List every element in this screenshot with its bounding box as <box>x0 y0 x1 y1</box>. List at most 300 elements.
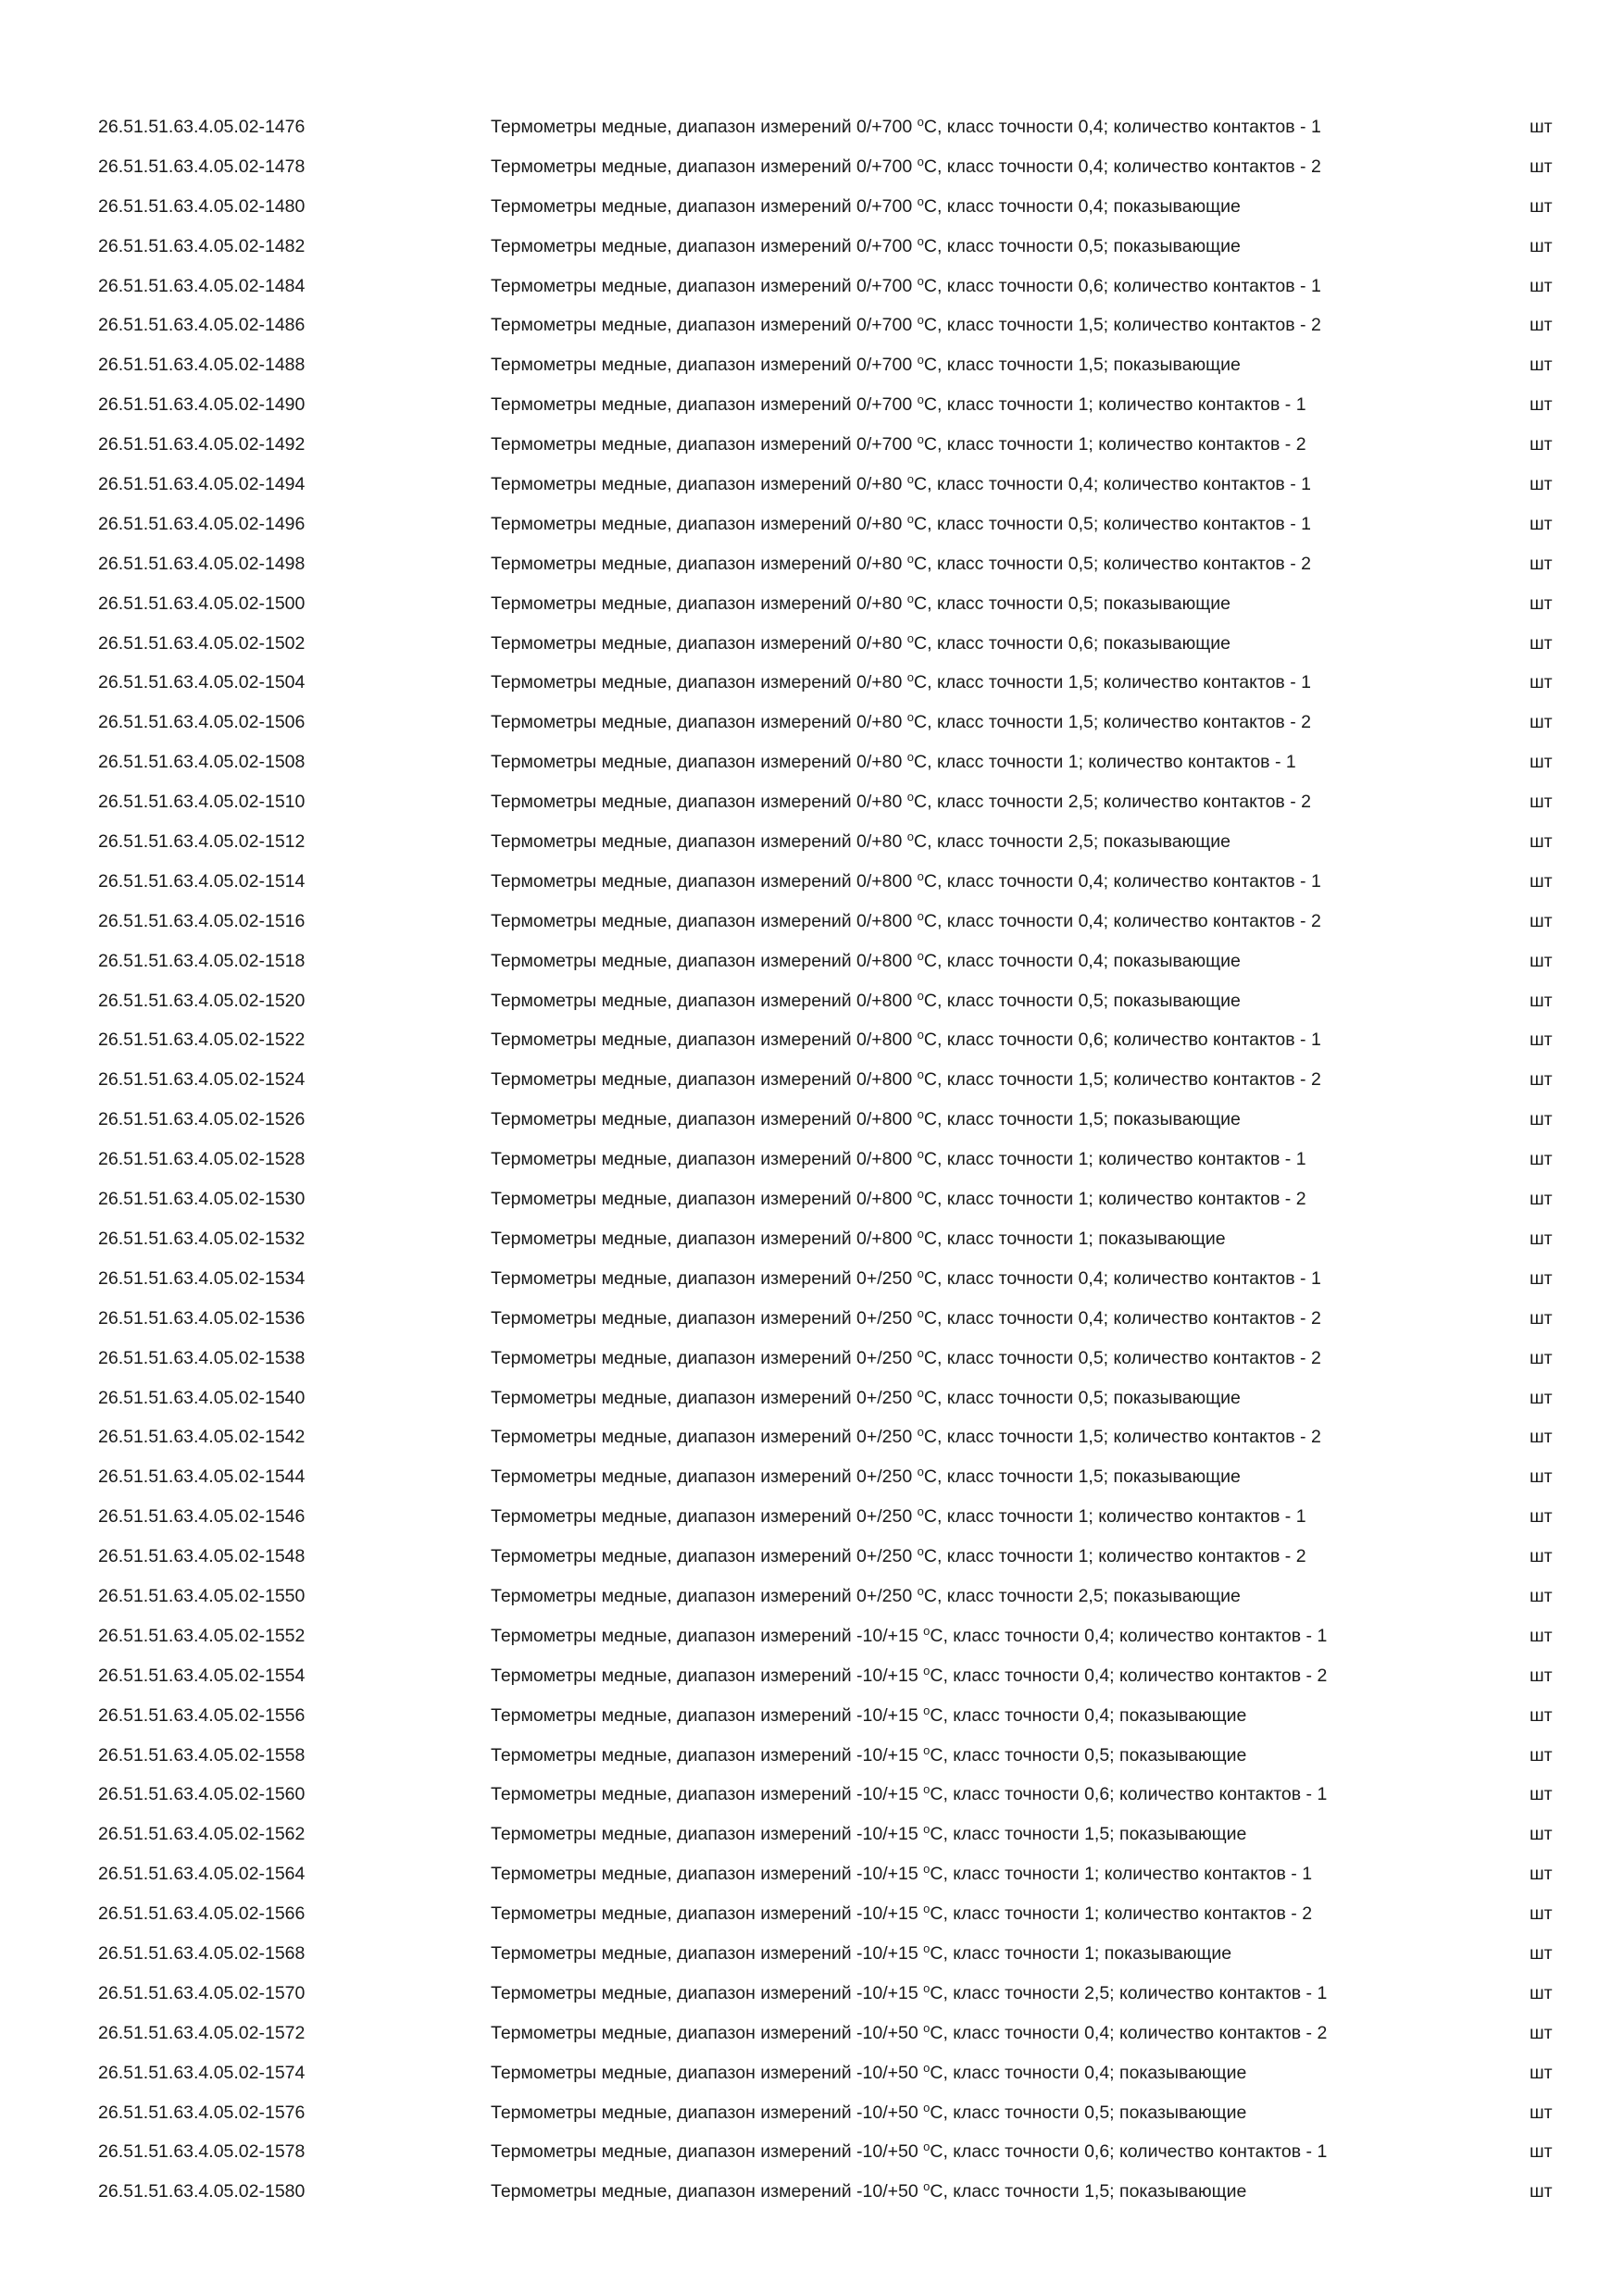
item-code: 26.51.51.63.4.05.02-1524 <box>98 1069 306 1091</box>
table-row <box>0 1457 1624 1497</box>
description-text-continued: С, класс точности 0,4; количество контактов - 1 <box>923 870 1321 892</box>
item-description <box>491 1696 1246 1736</box>
table-row <box>0 1934 1624 1974</box>
description-text: Термометры медные, диапазон измерений 0+/250 <box>491 1585 918 1606</box>
description-text-continued: С, класс точности 1; количество контактов - 1 <box>923 394 1306 416</box>
table-row <box>0 1100 1624 1140</box>
item-unit: шт <box>1530 792 1553 813</box>
item-unit: шт <box>1530 156 1553 177</box>
description-text: Термометры медные, диапазон измерений 0/+80 <box>491 831 907 853</box>
table-row <box>0 1140 1624 1179</box>
degree-mark: о <box>917 313 924 328</box>
item-description <box>491 385 1306 425</box>
description-text: Термометры медные, диапазон измерений 0/+800 <box>491 910 918 931</box>
item-code: 26.51.51.63.4.05.02-1496 <box>98 513 306 534</box>
degree-mark: о <box>917 1544 924 1559</box>
item-description <box>491 1974 1327 2014</box>
table-row <box>0 345 1624 385</box>
item-code: 26.51.51.63.4.05.02-1556 <box>98 1704 306 1726</box>
table-row <box>0 1219 1624 1259</box>
degree-mark: о <box>917 1504 924 1519</box>
table-row <box>0 1259 1624 1299</box>
description-text-continued: С, класс точности 1,5; количество контактов - 2 <box>923 1427 1321 1448</box>
item-code: 26.51.51.63.4.05.02-1476 <box>98 117 306 137</box>
degree-mark: о <box>917 1147 924 1162</box>
description-text: Термометры медные, диапазон измерений 0/+700 <box>491 275 918 296</box>
item-code: 26.51.51.63.4.05.02-1568 <box>98 1942 306 1964</box>
item-code: 26.51.51.63.4.05.02-1566 <box>98 1903 306 1925</box>
table-row <box>0 1379 1624 1418</box>
table-row <box>0 425 1624 465</box>
item-unit: шт <box>1530 1824 1553 1845</box>
item-unit: шт <box>1530 2022 1553 2043</box>
item-code: 26.51.51.63.4.05.02-1500 <box>98 593 306 614</box>
item-code: 26.51.51.63.4.05.02-1506 <box>98 712 306 733</box>
table-row <box>0 465 1624 505</box>
item-unit: шт <box>1530 1942 1553 1964</box>
degree-mark: о <box>906 710 915 725</box>
item-description <box>491 2172 1246 2212</box>
description-text-continued: С, класс точности 1; количество контактов - 1 <box>923 1506 1306 1528</box>
item-description <box>491 1854 1312 1894</box>
item-description <box>491 1100 1241 1140</box>
description-text: Термометры медные, диапазон измерений -10/+50 <box>491 2102 924 2123</box>
item-description <box>491 1815 1246 1854</box>
table-row <box>0 584 1624 624</box>
degree-mark: о <box>923 1940 931 1955</box>
price-list-table <box>0 107 1624 2212</box>
item-unit: шт <box>1530 593 1553 614</box>
description-text-continued: С, класс точности 0,5; показывающие <box>923 990 1241 1011</box>
description-text: Термометры медные, диапазон измерений 0/+700 <box>491 235 918 256</box>
description-text: Термометры медные, диапазон измерений 0/+800 <box>491 1029 918 1051</box>
item-unit: шт <box>1530 1228 1553 1249</box>
degree-mark: о <box>923 1980 931 1995</box>
description-text-continued: С, класс точности 0,5; показывающие <box>923 235 1241 256</box>
item-unit: шт <box>1530 513 1553 534</box>
item-description <box>491 742 1296 782</box>
table-row <box>0 227 1624 267</box>
item-code: 26.51.51.63.4.05.02-1502 <box>98 632 306 654</box>
item-code: 26.51.51.63.4.05.02-1576 <box>98 2102 306 2123</box>
item-unit: шт <box>1530 2102 1553 2123</box>
description-text-continued: С, класс точности 0,5; показывающие <box>923 1387 1241 1408</box>
item-description <box>491 1537 1306 1577</box>
item-code: 26.51.51.63.4.05.02-1534 <box>98 1267 306 1289</box>
item-code: 26.51.51.63.4.05.02-1574 <box>98 2062 306 2083</box>
description-text-continued: С, класс точности 1,5; показывающие <box>930 1824 1247 1845</box>
description-text-continued: С, класс точности 1,5; показывающие <box>930 2181 1247 2202</box>
description-text-continued: С, класс точности 0,4; количество контактов - 2 <box>923 156 1321 177</box>
description-text-continued: С, класс точности 0,6; количество контактов - 1 <box>923 1029 1321 1051</box>
item-code: 26.51.51.63.4.05.02-1570 <box>98 1982 306 2003</box>
item-unit: шт <box>1530 315 1553 336</box>
description-text: Термометры медные, диапазон измерений 0/+80 <box>491 712 907 733</box>
item-code: 26.51.51.63.4.05.02-1478 <box>98 156 306 177</box>
table-row <box>0 505 1624 544</box>
description-text: Термометры медные, диапазон измерений -10/+50 <box>491 2141 924 2163</box>
table-row <box>0 1854 1624 1894</box>
item-unit: шт <box>1530 1387 1553 1408</box>
degree-mark: о <box>923 1703 931 1717</box>
degree-mark: о <box>917 1107 924 1122</box>
degree-mark: о <box>906 630 915 645</box>
description-text-continued: С, класс точности 0,6; количество контактов - 1 <box>923 275 1321 296</box>
description-text-continued: С, класс точности 0,5; показывающие <box>930 1744 1247 1766</box>
description-text: Термометры медные, диапазон измерений 0/+700 <box>491 355 918 376</box>
degree-mark: о <box>917 1345 924 1360</box>
item-description <box>491 1259 1321 1299</box>
item-code: 26.51.51.63.4.05.02-1528 <box>98 1149 306 1170</box>
item-code: 26.51.51.63.4.05.02-1490 <box>98 394 306 416</box>
degree-mark: о <box>906 790 915 805</box>
description-text-continued: С, класс точности 1,5; показывающие <box>923 1466 1241 1488</box>
description-text-continued: С, класс точности 2,5; количество контактов - 2 <box>914 792 1311 813</box>
item-unit: шт <box>1530 910 1553 931</box>
table-row <box>0 862 1624 902</box>
table-row <box>0 1537 1624 1577</box>
description-text-continued: С, класс точности 0,4; количество контактов - 2 <box>923 910 1321 931</box>
degree-mark: о <box>906 591 915 605</box>
degree-mark: о <box>917 1583 924 1598</box>
item-description <box>491 1219 1226 1259</box>
table-row <box>0 2093 1624 2133</box>
item-unit: шт <box>1530 275 1553 296</box>
degree-mark: о <box>923 1862 931 1877</box>
table-row <box>0 624 1624 664</box>
description-text: Термометры медные, диапазон измерений 0/+80 <box>491 513 907 534</box>
item-description <box>491 584 1230 624</box>
item-unit: шт <box>1530 1625 1553 1646</box>
item-description <box>491 1339 1321 1379</box>
item-unit: шт <box>1530 1585 1553 1606</box>
item-unit: шт <box>1530 1506 1553 1528</box>
item-description <box>491 107 1321 147</box>
item-description <box>491 663 1311 703</box>
description-text: Термометры медные, диапазон измерений 0/+700 <box>491 434 918 455</box>
item-unit: шт <box>1530 1704 1553 1726</box>
table-row <box>0 782 1624 822</box>
degree-mark: о <box>906 551 915 566</box>
description-text-continued: С, класс точности 0,5; показывающие <box>930 2102 1247 2123</box>
description-text: Термометры медные, диапазон измерений 0/+80 <box>491 792 907 813</box>
description-text: Термометры медные, диапазон измерений 0/+80 <box>491 474 907 495</box>
description-text: Термометры медные, диапазон измерений 0/+80 <box>491 553 907 574</box>
description-text: Термометры медные, диапазон измерений 0/+800 <box>491 1109 918 1130</box>
description-text-continued: С, класс точности 0,5; количество контактов - 2 <box>923 1347 1321 1368</box>
item-code: 26.51.51.63.4.05.02-1504 <box>98 672 306 693</box>
item-description <box>491 782 1311 822</box>
description-text-continued: С, класс точности 1,5; количество контактов - 2 <box>923 315 1321 336</box>
item-code: 26.51.51.63.4.05.02-1522 <box>98 1029 306 1051</box>
item-unit: шт <box>1530 1267 1553 1289</box>
description-text-continued: С, класс точности 1,5; показывающие <box>923 355 1241 376</box>
description-text-continued: С, класс точности 1; количество контактов - 2 <box>923 1546 1306 1567</box>
description-text-continued: С, класс точности 2,5; показывающие <box>914 831 1231 853</box>
item-code: 26.51.51.63.4.05.02-1508 <box>98 752 306 773</box>
description-text-continued: С, класс точности 0,6; количество контактов - 1 <box>930 2141 1328 2163</box>
description-text: Термометры медные, диапазон измерений 0/+800 <box>491 1069 918 1091</box>
description-text: Термометры медные, диапазон измерений 0+/250 <box>491 1267 918 1289</box>
description-text-continued: С, класс точности 0,5; показывающие <box>914 593 1231 614</box>
item-description <box>491 2132 1327 2172</box>
item-unit: шт <box>1530 195 1553 217</box>
degree-mark: о <box>923 1782 931 1797</box>
degree-mark: о <box>917 1305 924 1320</box>
item-description <box>491 942 1241 981</box>
item-unit: шт <box>1530 2062 1553 2083</box>
description-text-continued: С, класс точности 1; количество контактов - 1 <box>930 1864 1313 1885</box>
item-unit: шт <box>1530 394 1553 416</box>
item-code: 26.51.51.63.4.05.02-1480 <box>98 195 306 217</box>
degree-mark: о <box>917 1028 924 1042</box>
item-code: 26.51.51.63.4.05.02-1572 <box>98 2022 306 2043</box>
degree-mark: о <box>917 154 924 168</box>
description-text-continued: С, класс точности 0,4; количество контактов - 2 <box>930 1665 1328 1686</box>
table-row <box>0 147 1624 187</box>
item-description <box>491 902 1321 942</box>
item-code: 26.51.51.63.4.05.02-1498 <box>98 553 306 574</box>
item-description <box>491 187 1241 227</box>
degree-mark: о <box>917 868 924 883</box>
item-description <box>491 544 1311 584</box>
item-description <box>491 1179 1306 1219</box>
item-unit: шт <box>1530 474 1553 495</box>
item-code: 26.51.51.63.4.05.02-1510 <box>98 792 306 813</box>
item-unit: шт <box>1530 2141 1553 2163</box>
item-description <box>491 822 1230 862</box>
description-text-continued: С, класс точности 1,5; количество контактов - 2 <box>914 712 1311 733</box>
degree-mark: о <box>906 670 915 685</box>
item-code: 26.51.51.63.4.05.02-1518 <box>98 950 306 971</box>
description-text-continued: С, класс точности 1,5; количество контактов - 2 <box>923 1069 1321 1091</box>
description-text: Термометры медные, диапазон измерений -10/+50 <box>491 2062 924 2083</box>
description-text-continued: С, класс точности 1; количество контактов - 2 <box>923 434 1306 455</box>
degree-mark: о <box>917 1226 924 1241</box>
item-unit: шт <box>1530 2181 1553 2202</box>
item-description <box>491 306 1321 345</box>
item-code: 26.51.51.63.4.05.02-1532 <box>98 1228 306 1249</box>
degree-mark: о <box>906 750 915 765</box>
item-unit: шт <box>1530 1307 1553 1329</box>
item-unit: шт <box>1530 831 1553 853</box>
description-text: Термометры медные, диапазон измерений -10/+15 <box>491 1942 924 1964</box>
item-description <box>491 1299 1321 1339</box>
item-description <box>491 624 1230 664</box>
degree-mark: о <box>923 1663 931 1678</box>
item-description <box>491 1894 1312 1934</box>
item-unit: шт <box>1530 235 1553 256</box>
item-code: 26.51.51.63.4.05.02-1520 <box>98 990 306 1011</box>
table-row <box>0 663 1624 703</box>
description-text: Термометры медные, диапазон измерений 0+/250 <box>491 1466 918 1488</box>
description-text-continued: С, класс точности 1,5; показывающие <box>923 1109 1241 1130</box>
item-description <box>491 1736 1246 1776</box>
degree-mark: о <box>917 233 924 248</box>
description-text-continued: С, класс точности 0,4; показывающие <box>930 2062 1247 2083</box>
degree-mark: о <box>917 988 924 1003</box>
degree-mark: о <box>923 1822 931 1837</box>
description-text: Термометры медные, диапазон измерений 0+/250 <box>491 1546 918 1567</box>
item-code: 26.51.51.63.4.05.02-1484 <box>98 275 306 296</box>
degree-mark: о <box>917 1425 924 1440</box>
item-unit: шт <box>1530 1069 1553 1091</box>
item-unit: шт <box>1530 712 1553 733</box>
description-text: Термометры медные, диапазон измерений -10/+15 <box>491 1903 924 1925</box>
item-description <box>491 2053 1246 2093</box>
table-row <box>0 1497 1624 1537</box>
description-text: Термометры медные, диапазон измерений -10/+50 <box>491 2022 924 2043</box>
item-code: 26.51.51.63.4.05.02-1486 <box>98 315 306 336</box>
description-text: Термометры медные, диапазон измерений 0+/250 <box>491 1347 918 1368</box>
table-row <box>0 1339 1624 1379</box>
item-description <box>491 267 1321 306</box>
description-text: Термометры медные, диапазон измерений 0/+800 <box>491 950 918 971</box>
description-text-continued: С, класс точности 2,5; показывающие <box>923 1585 1241 1606</box>
degree-mark: о <box>917 115 924 129</box>
description-text: Термометры медные, диапазон измерений -10/+15 <box>491 1824 924 1845</box>
item-unit: шт <box>1530 1744 1553 1766</box>
description-text-continued: С, класс точности 0,4; показывающие <box>930 1704 1247 1726</box>
description-text-continued: С, класс точности 0,4; количество контактов - 2 <box>923 1307 1321 1329</box>
degree-mark: о <box>923 1902 931 1916</box>
description-text-continued: С, класс точности 0,4; показывающие <box>923 950 1241 971</box>
degree-mark: о <box>917 353 924 368</box>
description-text-continued: С, класс точности 0,4; количество контактов - 2 <box>930 2022 1328 2043</box>
degree-mark: о <box>917 193 924 208</box>
degree-mark: о <box>917 1187 924 1202</box>
table-row <box>0 1775 1624 1815</box>
item-code: 26.51.51.63.4.05.02-1546 <box>98 1506 306 1528</box>
degree-mark: о <box>917 432 924 447</box>
table-row <box>0 1656 1624 1696</box>
item-code: 26.51.51.63.4.05.02-1538 <box>98 1347 306 1368</box>
table-row <box>0 306 1624 345</box>
degree-mark: о <box>923 1742 931 1757</box>
item-description <box>491 1379 1241 1418</box>
table-row <box>0 267 1624 306</box>
degree-mark: о <box>923 2179 931 2194</box>
item-description <box>491 1020 1321 1060</box>
item-description <box>491 1457 1241 1497</box>
table-row <box>0 1060 1624 1100</box>
item-code: 26.51.51.63.4.05.02-1562 <box>98 1824 306 1845</box>
item-code: 26.51.51.63.4.05.02-1530 <box>98 1189 306 1210</box>
table-row <box>0 1894 1624 1934</box>
item-code: 26.51.51.63.4.05.02-1552 <box>98 1625 306 1646</box>
description-text-continued: С, класс точности 0,5; количество контактов - 1 <box>914 513 1311 534</box>
item-description <box>491 1060 1321 1100</box>
item-unit: шт <box>1530 1149 1553 1170</box>
description-text-continued: С, класс точности 1; показывающие <box>923 1228 1226 1249</box>
description-text: Термометры медные, диапазон измерений 0/+700 <box>491 156 918 177</box>
table-row <box>0 703 1624 742</box>
table-row <box>0 1736 1624 1776</box>
table-row <box>0 2172 1624 2212</box>
item-code: 26.51.51.63.4.05.02-1482 <box>98 235 306 256</box>
table-row <box>0 2132 1624 2172</box>
description-text: Термометры медные, диапазон измерений 0/+700 <box>491 195 918 217</box>
table-row <box>0 981 1624 1021</box>
degree-mark: о <box>923 2020 931 2035</box>
item-unit: шт <box>1530 1109 1553 1130</box>
item-code: 26.51.51.63.4.05.02-1554 <box>98 1665 306 1686</box>
table-row <box>0 2014 1624 2053</box>
description-text-continued: С, класс точности 0,4; количество контактов - 1 <box>923 117 1321 137</box>
description-text: Термометры медные, диапазон измерений 0/+800 <box>491 1189 918 1210</box>
item-description <box>491 2093 1246 2133</box>
item-code: 26.51.51.63.4.05.02-1492 <box>98 434 306 455</box>
item-description <box>491 1417 1321 1457</box>
table-row <box>0 1179 1624 1219</box>
item-unit: шт <box>1530 1864 1553 1885</box>
description-text: Термометры медные, диапазон измерений 0/+700 <box>491 394 918 416</box>
description-text: Термометры медные, диапазон измерений -10/+15 <box>491 1665 924 1686</box>
item-unit: шт <box>1530 632 1553 654</box>
description-text: Термометры медные, диапазон измерений 0+/250 <box>491 1506 918 1528</box>
item-description <box>491 345 1241 385</box>
item-unit: шт <box>1530 1784 1553 1805</box>
item-code: 26.51.51.63.4.05.02-1548 <box>98 1546 306 1567</box>
description-text: Термометры медные, диапазон измерений 0/+700 <box>491 117 918 137</box>
table-row <box>0 107 1624 147</box>
item-code: 26.51.51.63.4.05.02-1542 <box>98 1427 306 1448</box>
item-code: 26.51.51.63.4.05.02-1578 <box>98 2141 306 2163</box>
item-description <box>491 227 1241 267</box>
description-text: Термометры медные, диапазон измерений -10/+15 <box>491 1744 924 1766</box>
description-text: Термометры медные, диапазон измерений -10/+15 <box>491 1625 924 1646</box>
item-unit: шт <box>1530 553 1553 574</box>
item-description <box>491 1934 1231 1974</box>
item-description <box>491 1140 1306 1179</box>
item-code: 26.51.51.63.4.05.02-1526 <box>98 1109 306 1130</box>
table-row <box>0 544 1624 584</box>
degree-mark: о <box>923 2060 931 2075</box>
item-description <box>491 1577 1241 1616</box>
item-unit: шт <box>1530 1466 1553 1488</box>
degree-mark: о <box>917 1385 924 1400</box>
item-description <box>491 1497 1306 1537</box>
degree-mark: о <box>906 830 915 844</box>
table-row <box>0 1974 1624 2014</box>
table-row <box>0 187 1624 227</box>
description-text: Термометры медные, диапазон измерений 0/+800 <box>491 870 918 892</box>
table-row <box>0 1616 1624 1656</box>
description-text-continued: С, класс точности 0,4; количество контактов - 1 <box>923 1267 1321 1289</box>
item-code: 26.51.51.63.4.05.02-1494 <box>98 474 306 495</box>
description-text: Термометры медные, диапазон измерений -10/+15 <box>491 1864 924 1885</box>
item-unit: шт <box>1530 752 1553 773</box>
table-row <box>0 902 1624 942</box>
description-text-continued: С, класс точности 1; количество контактов - 1 <box>914 752 1296 773</box>
item-unit: шт <box>1530 990 1553 1011</box>
description-text-continued: С, класс точности 0,6; количество контактов - 1 <box>930 1784 1328 1805</box>
item-code: 26.51.51.63.4.05.02-1550 <box>98 1585 306 1606</box>
description-text: Термометры медные, диапазон измерений 0/+80 <box>491 672 907 693</box>
degree-mark: о <box>923 1623 931 1638</box>
item-unit: шт <box>1530 1546 1553 1567</box>
table-row <box>0 1696 1624 1736</box>
description-text-continued: С, класс точности 0,5; количество контактов - 2 <box>914 553 1311 574</box>
item-unit: шт <box>1530 434 1553 455</box>
item-code: 26.51.51.63.4.05.02-1580 <box>98 2181 306 2202</box>
description-text: Термометры медные, диапазон измерений 0+/250 <box>491 1387 918 1408</box>
table-row <box>0 1815 1624 1854</box>
item-code: 26.51.51.63.4.05.02-1558 <box>98 1744 306 1766</box>
item-unit: шт <box>1530 1347 1553 1368</box>
item-unit: шт <box>1530 1982 1553 2003</box>
item-unit: шт <box>1530 1029 1553 1051</box>
